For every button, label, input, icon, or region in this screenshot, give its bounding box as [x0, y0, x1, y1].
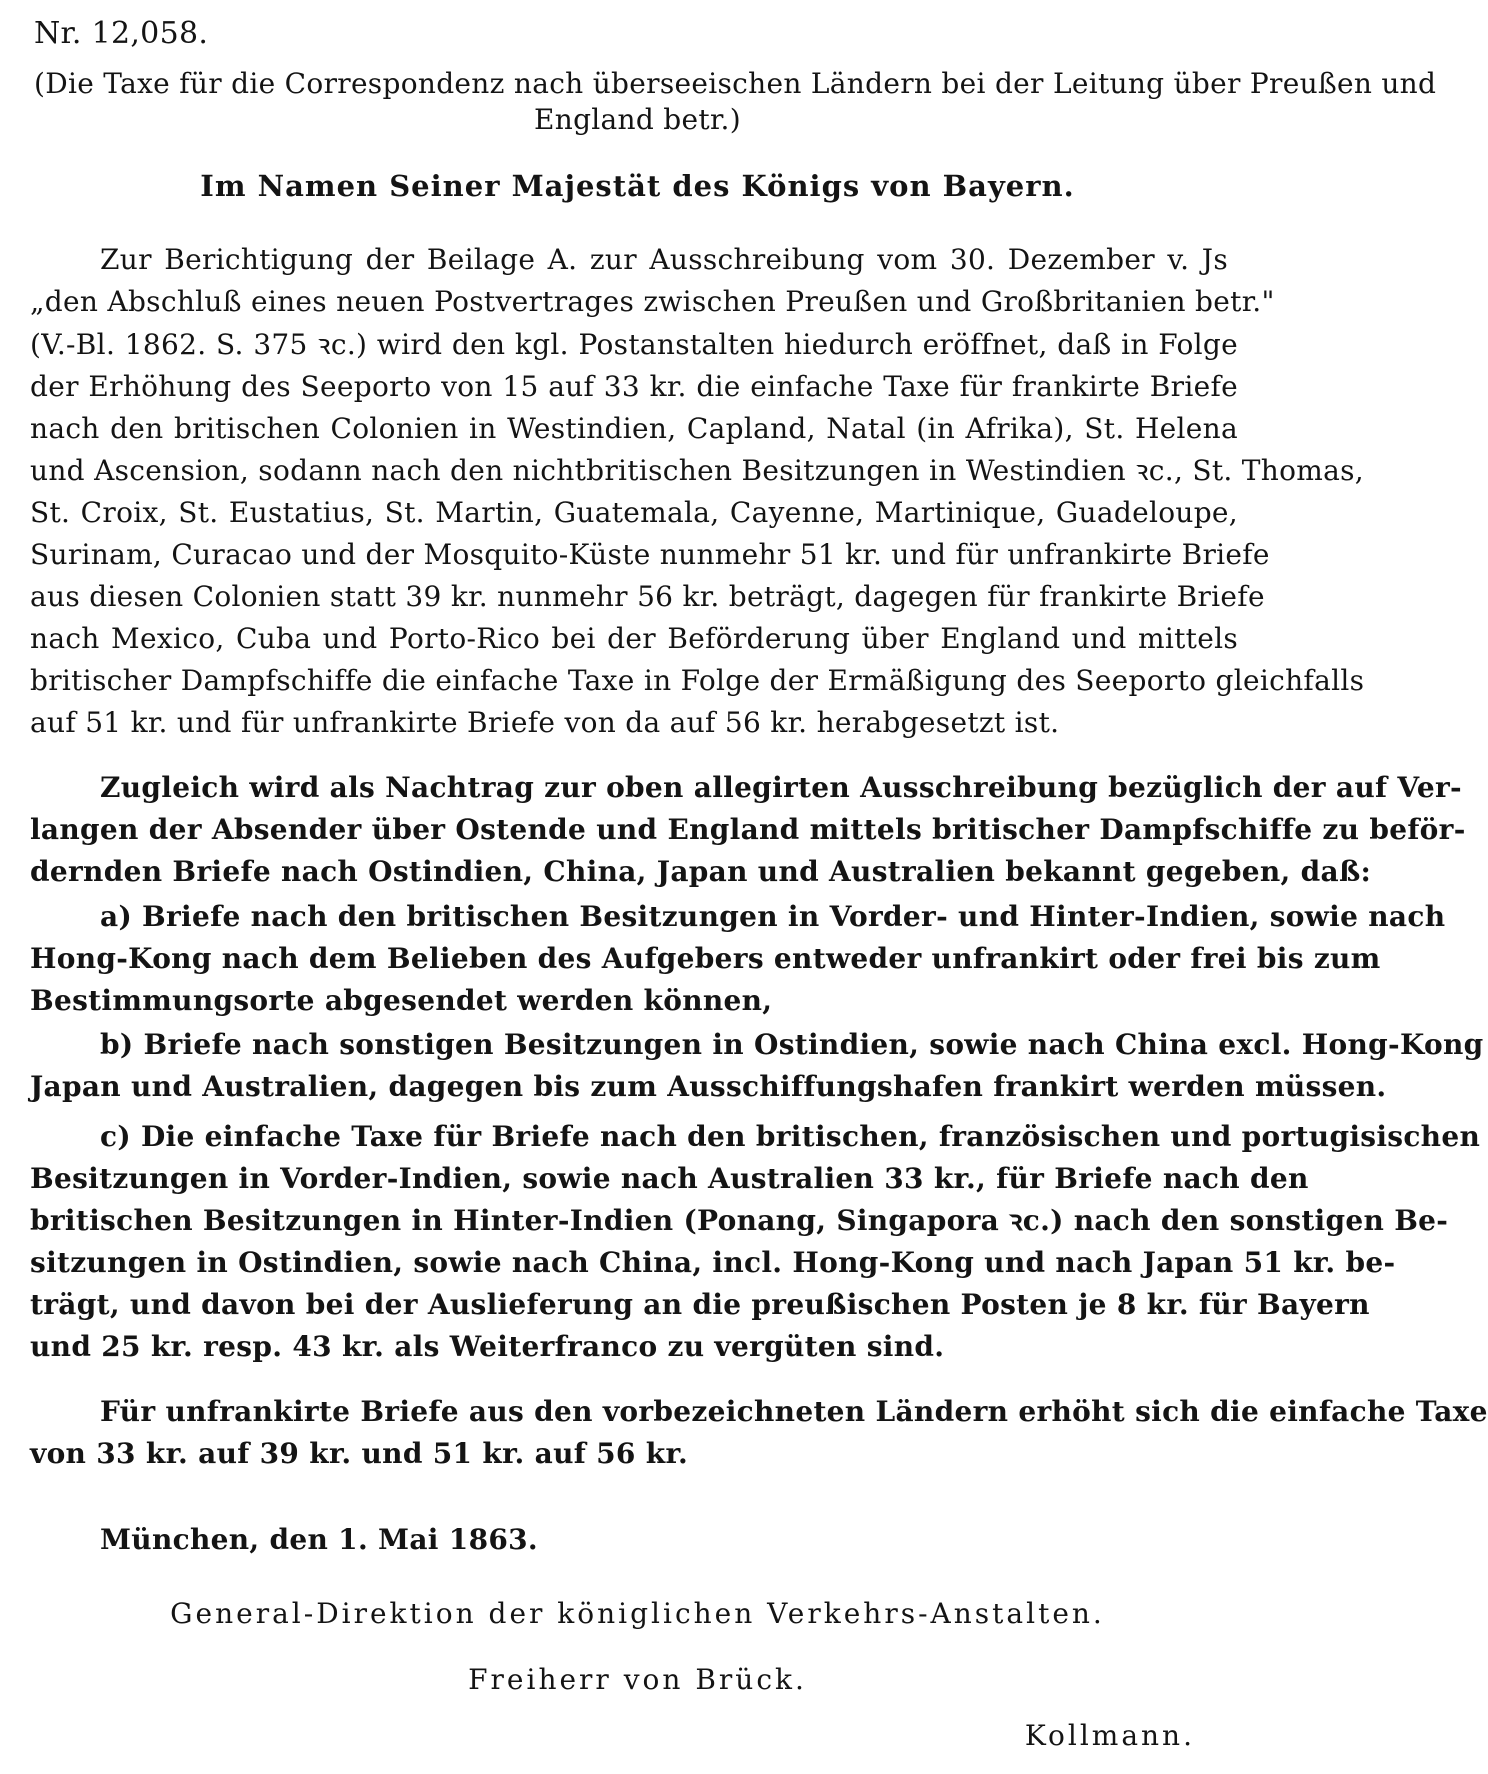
text-line: der Erhöhung des Seeporto von 15 auf 33 kr. die einfache Taxe für frankirte Briefe	[30, 370, 1238, 403]
text-line: Besitzungen in Vorder-Indien, sowie nach Australien 33 kr., für Briefe nach den	[30, 1162, 1309, 1195]
text-line: nach den britischen Colonien in Westindien, Capland, Natal (in Afrika), St. Helena	[30, 412, 1238, 445]
text-line: (V.-Bl. 1862. S. 375 ꝛc.) wird den kgl. Postanstalten hiedurch eröffnet, daß in Folge	[30, 328, 1238, 361]
text-line: „den Abschluß eines neuen Postvertrages zwischen Preußen und Großbritanien betr."	[30, 285, 1275, 318]
text-line: Bestimmungsorte abgesendet werden können,	[30, 984, 773, 1017]
text-line: aus diesen Colonien statt 39 kr. nunmehr 56 kr. beträgt, dagegen für frankirte Briefe	[30, 580, 1265, 613]
text-line: b) Briefe nach sonstigen Besitzungen in Ostindien, sowie nach China excl. Hong-Kong	[100, 1028, 1484, 1061]
text-line: von 33 kr. auf 39 kr. und 51 kr. auf 56 kr.	[30, 1437, 688, 1470]
text-line: und 25 kr. resp. 43 kr. als Weiterfranco zu vergüten sind.	[30, 1330, 945, 1363]
text-line: St. Croix, St. Eustatius, St. Martin, Guatemala, Cayenne, Martinique, Guadeloupe,	[30, 496, 1238, 529]
text-line: britischen Besitzungen in Hinter-Indien (Ponang, Singapora ꝛc.) nach den sonstigen Be-	[30, 1204, 1449, 1237]
text-line: dernden Briefe nach Ostindien, China, Japan und Australien bekannt gegeben, daß:	[30, 855, 1372, 888]
text-line: nach Mexico, Cuba und Porto-Rico bei der Beförderung über England und mittels	[30, 622, 1238, 655]
place-date: München, den 1. Mai 1863.	[100, 1523, 538, 1556]
subject-line-2: England betr.)	[534, 103, 741, 136]
document-number: Nr. 12,058.	[34, 16, 209, 51]
invocation-heading: Im Namen Seiner Majestät des Königs von Bayern.	[200, 169, 1075, 203]
text-line: Zur Berichtigung der Beilage A. zur Ausschreibung vom 30. Dezember v. Js	[100, 243, 1228, 276]
text-line: langen der Absender über Ostende und England mittels britischer Dampfschiffe zu beför-	[30, 813, 1466, 846]
text-line: c) Die einfache Taxe für Briefe nach den britischen, französischen und portugisischen	[100, 1120, 1481, 1153]
subject-line-1: (Die Taxe für die Correspondenz nach überseeischen Ländern bei der Leitung über Preußen und	[34, 67, 1437, 100]
text-line: auf 51 kr. und für unfrankirte Briefe von da auf 56 kr. herabgesetzt ist.	[30, 706, 1060, 739]
text-line: Surinam, Curacao und der Mosquito-Küste nunmehr 51 kr. und für unfrankirte Briefe	[30, 538, 1270, 571]
text-line: Japan und Australien, dagegen bis zum Ausschiffungshafen frankirt werden müssen.	[30, 1070, 1387, 1103]
issuing-authority: General-Direktion der königlichen Verkehrs-Anstalten.	[170, 1597, 1105, 1630]
text-line: Für unfrankirte Briefe aus den vorbezeichneten Ländern erhöht sich die einfache Taxe	[100, 1395, 1488, 1428]
countersignatory-name: Kollmann.	[1024, 1719, 1195, 1752]
signatory-name: Freiherr von Brück.	[468, 1663, 807, 1696]
text-line: und Ascension, sodann nach den nichtbritischen Besitzungen in Westindien ꝛc., St. Thomas,	[30, 454, 1364, 487]
text-line: Hong-Kong nach dem Belieben des Aufgebers entweder unfrankirt oder frei bis zum	[30, 942, 1381, 975]
text-line: trägt, und davon bei der Auslieferung an die preußischen Posten je 8 kr. für Bayern	[30, 1288, 1370, 1321]
text-line: britischer Dampfschiffe die einfache Taxe in Folge der Ermäßigung des Seeporto gleichfalls	[30, 664, 1365, 697]
text-line: Zugleich wird als Nachtrag zur oben allegirten Ausschreibung bezüglich der auf Ver-	[100, 771, 1462, 804]
text-line: a) Briefe nach den britischen Besitzungen in Vorder- und Hinter-Indien, sowie nach	[100, 900, 1446, 933]
text-line: sitzungen in Ostindien, sowie nach China, incl. Hong-Kong und nach Japan 51 kr. be-	[30, 1246, 1396, 1279]
